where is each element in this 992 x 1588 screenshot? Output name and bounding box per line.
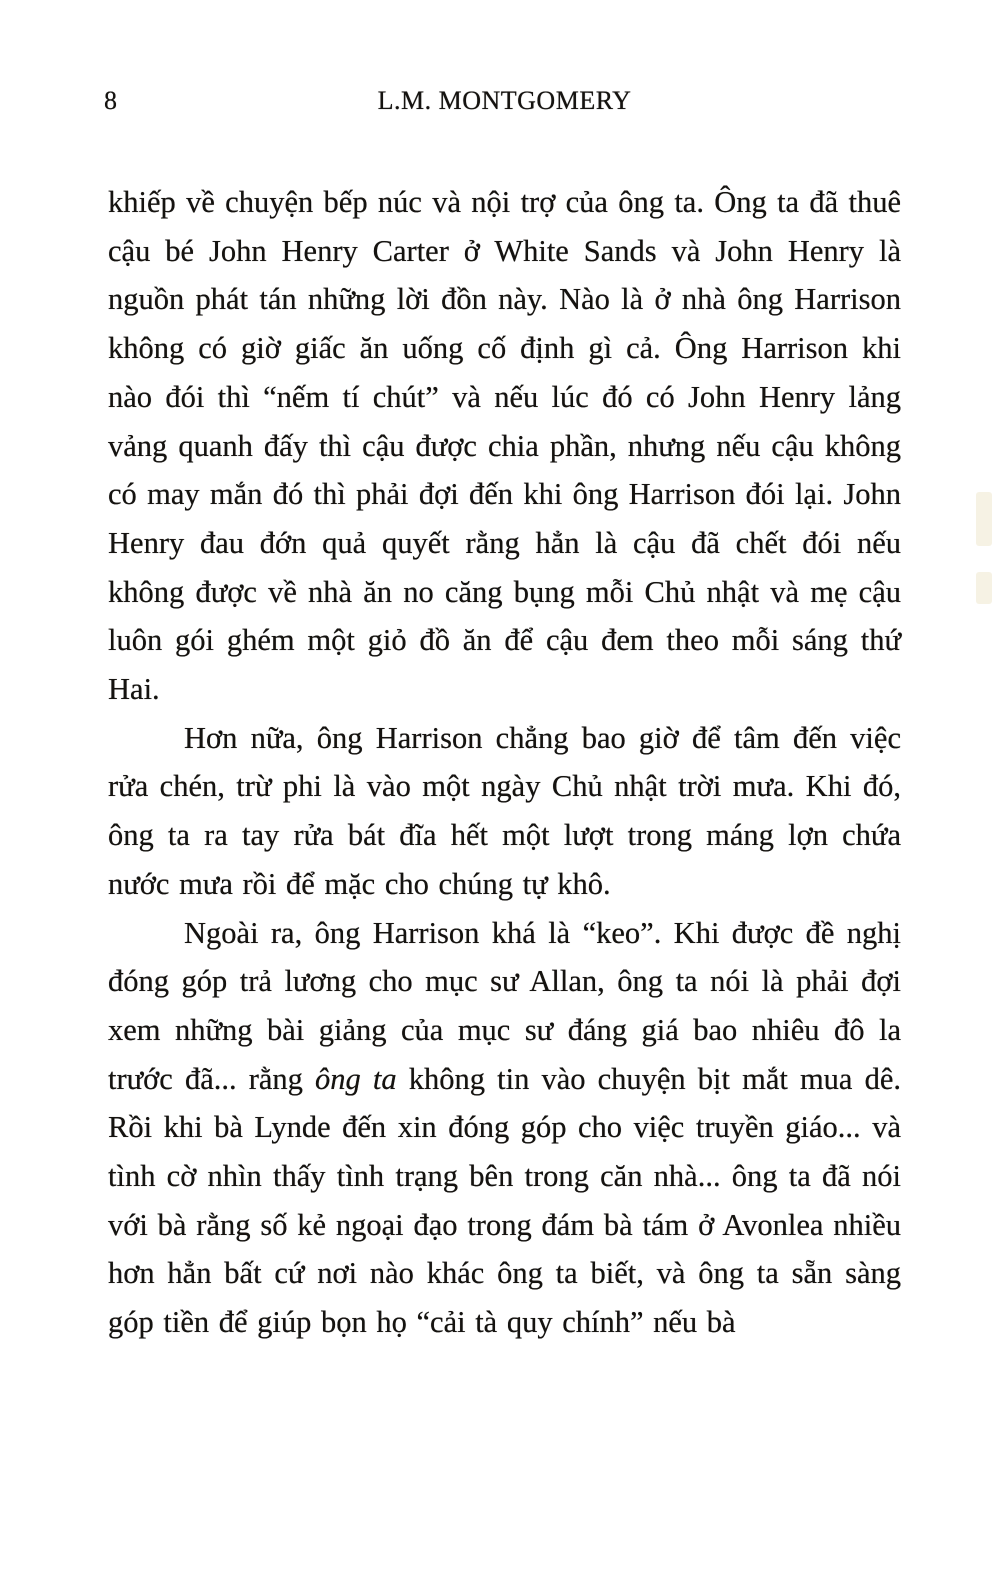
paragraph	[108, 178, 901, 714]
text-run: Ngoài ra, ông Harrison khá là “keo”. Khi được đề nghị đóng góp trả lương cho mục sư Allan, ông ta nói là phải đợi xem những bài giảng của mục sư đáng giá bao nhiêu đô la trước đã... rằng	[108, 915, 901, 1096]
scan-artifact	[976, 572, 992, 604]
text-run: không tin vào chuyện bịt mắt mua dê. Rồi khi bà Lynde đến xin đóng góp cho việc truyền giáo... và tình cờ nhìn thấy tình trạng bên trong căn nhà... ông ta đã nói với bà rằng số kẻ ngoại đạo trong đám bà tám ở Avonlea nhiều hơn hẳn bất cứ nơi nào khác ông ta biết, và ông ta sẵn sàng góp tiền để giúp bọn họ “cải tà quy chính” nếu bà	[108, 1061, 901, 1340]
italic-text-run: ông ta	[315, 1061, 397, 1096]
running-head	[104, 86, 901, 120]
running-title: L.M. MONTGOMERY	[377, 86, 632, 115]
paragraph	[108, 909, 901, 1347]
text-block	[108, 178, 901, 1347]
scan-artifact	[976, 492, 992, 546]
paragraph	[108, 714, 901, 909]
text-run: khiếp về chuyện bếp núc và nội trợ của ông ta. Ông ta đã thuê cậu bé John Henry Carter ở White Sands và John Henry là nguồn phát tán những lời đồn này. Nào là ở nhà ông Harrison không có giờ giấc ăn uống cố định gì cả. Ông Harrison khi nào đói thì “nếm tí chút” và nếu lúc đó có John Henry lảng vảng quanh đấy thì cậu được chia phần, nhưng nếu cậu không có may mắn đó thì phải đợi đến khi ông Harrison đói lại. John Henry đau đớn quả quyết rằng hẳn là cậu đã chết đói nếu không được về nhà ăn no căng bụng mỗi Chủ nhật và mẹ cậu luôn gói ghém một giỏ đồ ăn để cậu đem theo mỗi sáng thứ Hai.	[108, 185, 901, 707]
text-run: Hơn nữa, ông Harrison chẳng bao giờ để tâm đến việc rửa chén, trừ phi là vào một ngày Chủ nhật trời mưa. Khi đó, ông ta ra tay rửa bát đĩa hết một lượt trong máng lợn chứa nước mưa rồi để mặc cho chúng tự khô.	[108, 720, 901, 901]
page-number: 8	[104, 86, 117, 115]
